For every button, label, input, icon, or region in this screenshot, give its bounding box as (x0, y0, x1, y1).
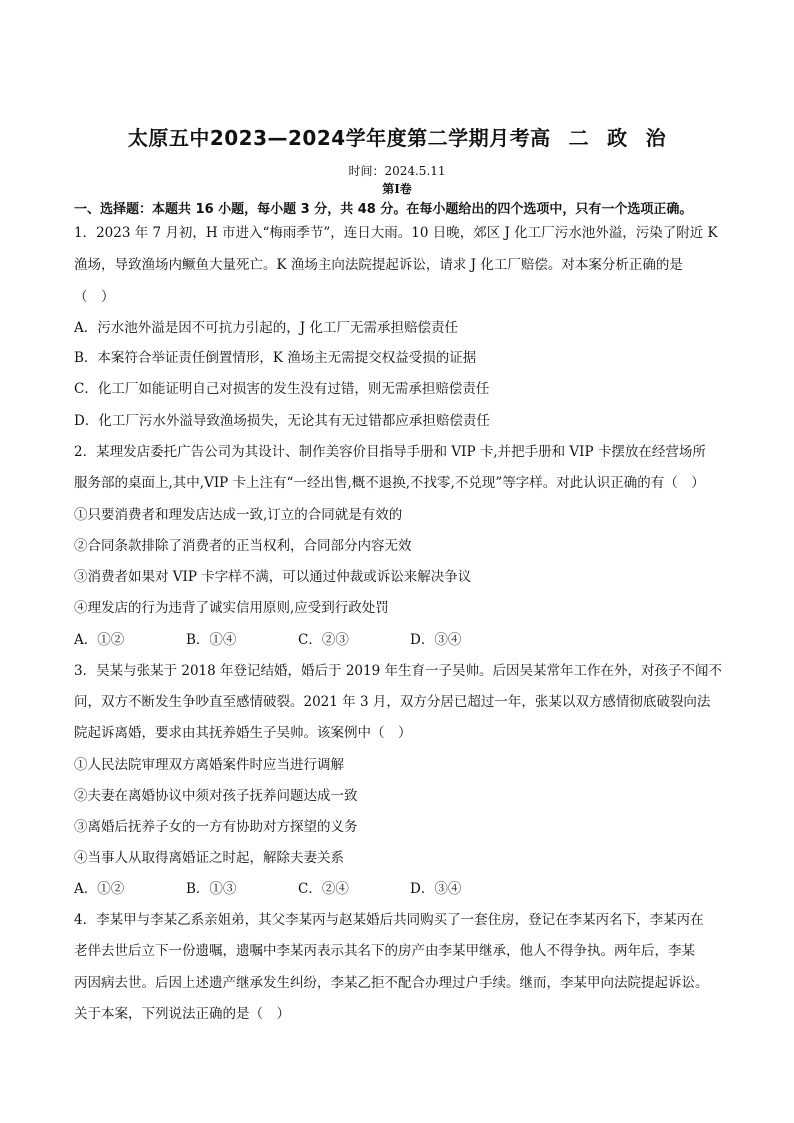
question-1-line-3: （ ） (74, 289, 115, 305)
question-4-line-1: 4．李某甲与李某乙系亲姐弟，其父李某丙与赵某婚后共同购买了一套住房，登记在李某丙名下，李某丙在 (74, 912, 704, 928)
title-subject-2: 治 (645, 126, 667, 150)
question-2-item-2: ②合同条款排除了消费者的正当权利，合同部分内容无效 (74, 538, 412, 554)
question-3-item-3: ③离婚后抚养子女的一方有协助对方探望的义务 (74, 819, 358, 835)
choice-b: B．①③ (186, 881, 237, 897)
choice-b: B．①④ (186, 632, 237, 648)
question-2-line-2: 服务部的桌面上,其中,VIP 卡上注有“一经出售,概不退换,不找零,不兑现”等字样。对此认识正确的有（ ） (74, 475, 705, 491)
choice-c: C．②④ (298, 881, 349, 897)
question-2-item-3: ③消费者如果对 VIP 卡字样不满，可以通过仲裁或诉讼来解决争议 (74, 569, 472, 585)
question-3-line-1: 3．吴某与张某于 2018 年登记结婚，婚后于 2019 年生育一子吴帅。后因吴某常年工作在外，对孩子不闻不 (74, 663, 722, 679)
exam-title (0, 122, 794, 151)
question-1-line-1: 1．2023 年 7 月初，H 市进入“梅雨季节”，连日大雨。10 日晚，郊区 J 化工厂污水池外溢，污染了附近 K (74, 225, 718, 241)
question-2-item-1: ①只要消费者和理发店达成一致,订立的合同就是有效的 (74, 507, 403, 523)
question-4-line-3: 丙因病去世。后因上述遗产继承发生纠纷，李某乙拒不配合办理过户手续。继而，李某甲向法院提起诉讼。 (74, 975, 709, 991)
choice-c: C．②③ (298, 632, 349, 648)
question-1-line-2: 渔场，导致渔场内鳜鱼大量死亡。K 渔场主向法院提起诉讼，请求 J 化工厂赔偿。对本案分析正确的是 (74, 257, 683, 273)
question-3-item-1: ①人民法院审理双方离婚案件时应当进行调解 (74, 757, 344, 773)
volume-label: 第Ⅰ卷 (382, 182, 412, 196)
question-3-line-2: 问，双方不断发生争吵直至感情破裂。2021 年 3 月，双方分居已超过一年，张某以双方感情彻底破裂向法 (74, 694, 711, 710)
choice-a: A．①② (74, 632, 125, 648)
question-1-option-b: B．本案符合举证责任倒置情形，K 渔场主无需提交权益受损的证据 (74, 350, 477, 366)
choice-d: D．③④ (410, 632, 462, 648)
question-2-line-1: 2．某理发店委托广告公司为其设计、制作美容价目指导手册和 VIP 卡,并把手册和 VIP 卡摆放在经营场所 (74, 444, 706, 460)
question-3-choices (74, 877, 522, 897)
question-3-item-2: ②夫妻在离婚协议中须对孩子抚养问题达成一致 (74, 788, 358, 804)
title-school: 太原五中 (127, 126, 210, 150)
section-heading: 一、选择题：本题共 16 小题，每小题 3 分，共 48 分。在每小题给出的四个选项中，只有一个选项正确。 (74, 202, 693, 217)
question-3-line-3: 院起诉离婚，要求由其抚养婚生子吴帅。该案例中（ ） (74, 725, 412, 741)
title-subject-1: 政 (607, 126, 628, 150)
question-2-item-4: ④理发店的行为违背了诚实信用原则,应受到行政处罚 (74, 600, 389, 616)
title-grade: 二 (568, 126, 590, 150)
question-1-option-a: A．污水池外溢是因不可抗力引起的，J 化工厂无需承担赔偿责任 (74, 320, 458, 336)
choice-d: D．③④ (410, 881, 462, 897)
question-4-line-2: 老伴去世后立下一份遗嘱，遗嘱中李某丙表示其名下的房产由李某甲继承，他人不得争执。两年后，李某 (74, 943, 695, 959)
question-3-item-4: ④当事人从取得离婚证之时起，解除夫妻关系 (74, 850, 344, 866)
question-1-option-d: D．化工厂污水外溢导致渔场损失，无论其有无过错都应承担赔偿责任 (74, 413, 490, 429)
question-2-choices (74, 628, 522, 648)
choice-a: A．①② (74, 881, 125, 897)
title-term: 学年度第二学期月考高 (345, 126, 551, 150)
exam-time: 时间：2024.5.11 (348, 164, 446, 178)
question-4-line-4: 关于本案，下列说法正确的是（ ） (74, 1006, 290, 1022)
title-year: 2023—2024 (209, 126, 346, 150)
question-1-option-c: C．化工厂如能证明自己对损害的发生没有过错，则无需承担赔偿责任 (74, 381, 490, 397)
